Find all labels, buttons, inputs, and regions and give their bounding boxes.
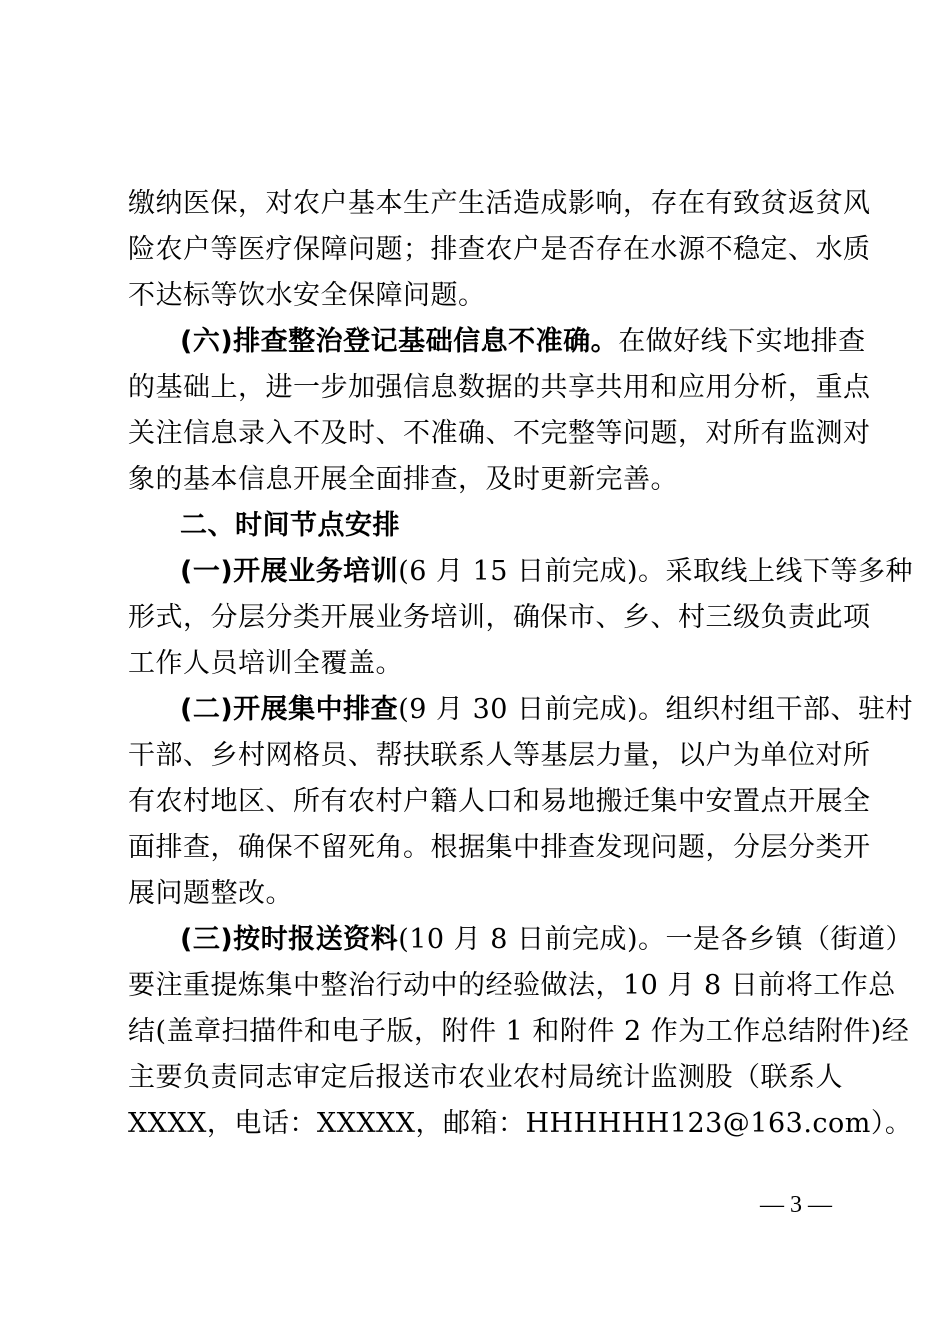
paragraph-line: 缴纳医保，对农户基本生产生活造成影响，存在有致贫返贫风: [128, 188, 871, 219]
paragraph-lead: (六)排查整治登记基础信息不准确。: [180, 326, 619, 357]
section-heading: 二、时间节点安排: [180, 510, 400, 541]
paragraph-first-line: [180, 920, 914, 960]
paragraph-line: 干部、乡村网格员、帮扶联系人等基层力量，以户为单位对所: [128, 740, 871, 771]
paragraph-line: 象的基本信息开展全面排查，及时更新完善。: [128, 464, 678, 495]
paragraph-first-line: [180, 322, 866, 362]
paragraph-lead: (二)开展集中排查: [180, 694, 399, 725]
page-number: — 3 —: [760, 1192, 832, 1218]
paragraph-line: 工作人员培训全覆盖。: [128, 648, 403, 679]
paragraph-first-line: [180, 690, 914, 730]
paragraph-text: 在做好线下实地排查: [618, 326, 866, 357]
paragraph-line: 面排查，确保不留死角。根据集中排查发现问题，分层分类开: [128, 832, 871, 863]
paragraph-line: 主要负责同志审定后报送市农业农村局统计监测股（联系人: [128, 1062, 843, 1093]
paragraph-line: 形式，分层分类开展业务培训，确保市、乡、村三级负责此项: [128, 602, 871, 633]
paragraph-line: 展问题整改。: [128, 878, 293, 909]
paragraph-line: 不达标等饮水安全保障问题。: [128, 280, 486, 311]
paragraph-text: (9 月 30 日前完成)。组织村组干部、驻村: [398, 694, 914, 725]
paragraph-line: 要注重提炼集中整治行动中的经验做法，10 月 8 日前将工作总: [128, 970, 896, 1001]
paragraph-line: 关注信息录入不及时、不准确、不完整等问题，对所有监测对: [128, 418, 871, 449]
paragraph-text: (10 月 8 日前完成)。一是各乡镇（街道）: [398, 924, 914, 955]
paragraph-line: 结(盖章扫描件和电子版，附件 1 和附件 2 作为工作总结附件)经: [128, 1016, 910, 1047]
paragraph-lead: (一)开展业务培训: [180, 556, 399, 587]
paragraph-line: 险农户等医疗保障问题；排查农户是否存在水源不稳定、水质: [128, 234, 871, 265]
paragraph-line: 的基础上，进一步加强信息数据的共享共用和应用分析，重点: [128, 372, 871, 403]
paragraph-lead: (三)按时报送资料: [180, 924, 399, 955]
paragraph-first-line: [180, 552, 914, 592]
paragraph-line: 有农村地区、所有农村户籍人口和易地搬迁集中安置点开展全: [128, 786, 871, 817]
paragraph-text: (6 月 15 日前完成)。采取线上线下等多种: [398, 556, 914, 587]
paragraph-line: XXXX，电话：XXXXX，邮箱：HHHHHH123@163.com）。: [128, 1108, 913, 1139]
